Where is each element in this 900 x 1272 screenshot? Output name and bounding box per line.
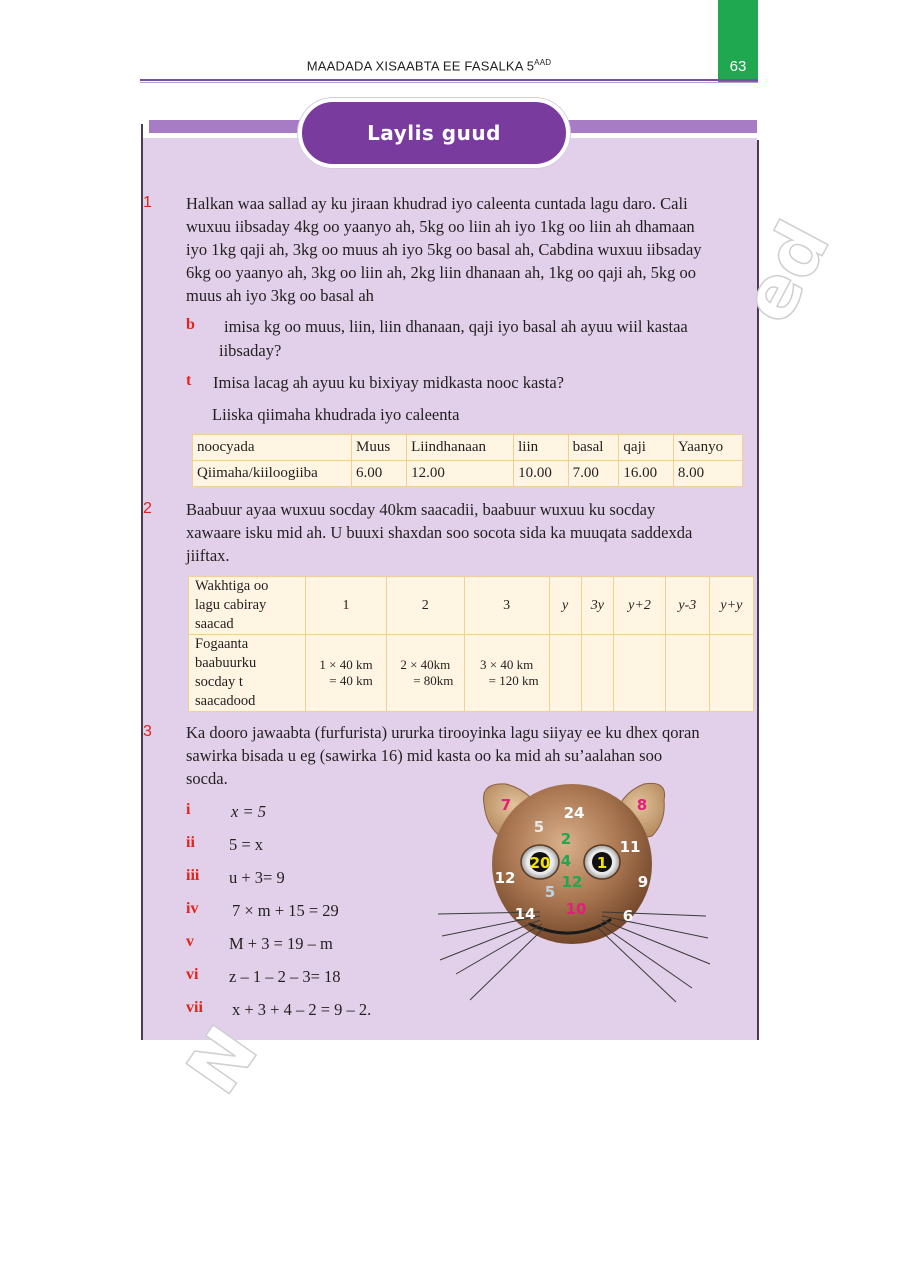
empty-cell [614, 635, 666, 712]
q2-line: xawaare isku mid ah. U buuxi shaxdan soo socota sida ka muuqata saddexda [186, 523, 693, 542]
empty-cell [549, 635, 581, 712]
cell-line: 1 × 40 km [319, 657, 373, 672]
title-band-right [560, 120, 757, 133]
distance-table-distance-row [189, 635, 754, 712]
cat-number: 12 [561, 873, 583, 891]
q1-b-line2: iibsaday? [219, 341, 282, 360]
q3-item-text: M + 3 = 19 – m [229, 934, 333, 953]
title-band-left [149, 120, 309, 133]
cat-number: 2 [560, 830, 572, 848]
q2-line: Baabuur ayaa wuxuu socday 40km saacadii, baabuur wuxuu ku socday [186, 500, 656, 519]
cell-line: = 80km [413, 673, 454, 688]
price-table-row [193, 461, 743, 487]
cell-line: 3 × 40 km [480, 657, 534, 672]
header-line: socday t [195, 674, 243, 690]
cat-number: 1 [596, 854, 608, 872]
table-cell: Yaanyo [673, 435, 742, 461]
table-cell [386, 635, 464, 712]
table-cell: 10.00 [514, 461, 569, 487]
table-cell: 1 [306, 577, 387, 635]
cat-number: 8 [636, 796, 648, 814]
cat-number: 6 [622, 907, 634, 925]
cat-number: 12 [494, 869, 516, 887]
q1-line: iyo 1kg qaji ah, 3kg oo muus ah iyo 5kg oo basal ah, Cabdina wuxuu iibsaday [186, 240, 702, 259]
table-header-cell [189, 577, 306, 635]
header-line: baabuurku [195, 655, 257, 671]
watermark-top: ed [724, 207, 846, 337]
table-cell: basal [568, 435, 619, 461]
empty-cell [581, 635, 613, 712]
q1-t-label: t [186, 372, 192, 389]
q3-item-label: v [186, 933, 194, 950]
table-cell: 16.00 [619, 461, 674, 487]
cat-number: 10 [565, 900, 587, 918]
table-cell: 7.00 [568, 461, 619, 487]
table-cell: qaji [619, 435, 674, 461]
price-list-title: Liiska qiimaha khudrada iyo caleenta [212, 405, 460, 424]
empty-cell [709, 635, 753, 712]
cat-number: 11 [619, 838, 641, 856]
cat-number: 5 [544, 883, 556, 901]
table-cell [306, 635, 387, 712]
table-cell: y+y [709, 577, 753, 635]
q1-line: wuxuu iibsaday 4kg oo yaanyo ah, 5kg oo liin ah iyo 1kg oo liin ah dhamaan [186, 217, 695, 236]
q3-item-text: u + 3= 9 [229, 868, 285, 887]
question-1-text [186, 192, 754, 307]
q1-t-text: Imisa lacag ah ayuu ku bixiyay midkasta nooc kasta? [213, 373, 564, 392]
price-table-header-row [193, 435, 743, 461]
cat-number: 9 [637, 873, 649, 891]
cell-line: = 120 km [488, 673, 539, 688]
page-number: 63 [729, 58, 747, 75]
q3-item-text: 7 × m + 15 = 29 [232, 901, 339, 920]
q3-item-label: ii [186, 834, 195, 851]
cell-line: = 40 km [329, 673, 373, 688]
q3-line: socda. [186, 769, 228, 788]
q1-b-label: b [186, 316, 195, 333]
question-2-text [186, 498, 754, 567]
table-cell [464, 635, 549, 712]
table-cell: 8.00 [673, 461, 742, 487]
q1-line: Halkan waa sallad ay ku jiraan khudrad iyo caleenta cuntada lagu daro. Cali [186, 194, 688, 213]
table-cell: y [549, 577, 581, 635]
table-header-cell [189, 635, 306, 712]
q3-item-label: vi [186, 966, 199, 983]
cat-face-illustration [432, 778, 714, 1004]
table-cell: Liindhanaan [407, 435, 514, 461]
table-cell: Qiimaha/kiiloogiiba [193, 461, 352, 487]
q3-line: Ka dooro jawaabta (furfurista) ururka tirooyinka lagu siiyay ee ku dhex qoran [186, 723, 700, 742]
question-2-number: 2 [143, 500, 152, 517]
q3-item-text: z – 1 – 2 – 3= 18 [229, 967, 341, 986]
q1-line: muus ah iyo 3kg oo basal ah [186, 286, 374, 305]
q3-item-text: 5 = x [229, 835, 264, 854]
cat-number: 4 [560, 852, 572, 870]
empty-cell [665, 635, 709, 712]
table-cell: y-3 [665, 577, 709, 635]
table-cell: 6.00 [352, 461, 407, 487]
q3-item-text: x + 3 + 4 – 2 = 9 – 2. [232, 1000, 372, 1019]
cat-number: 24 [563, 804, 585, 822]
q1-b-line1: imisa kg oo muus, liin, liin dhanaan, qaji iyo basal ah ayuu wiil kastaa [224, 317, 688, 336]
q3-item-label: i [186, 801, 191, 818]
header-line: saacadood [195, 693, 256, 709]
distance-table [188, 576, 754, 712]
running-header-title: MAADADA XISAABTA EE FASALKA 5 [306, 58, 535, 74]
q3-item-label: iv [186, 900, 199, 917]
header-rule [140, 79, 758, 81]
header-rule-thin [140, 82, 758, 83]
watermark-bottom: N [170, 1011, 274, 1109]
price-table [192, 434, 743, 487]
cat-number: 5 [533, 818, 545, 836]
question-1-number: 1 [143, 194, 152, 211]
header-line: Wakhtiga oo [195, 578, 269, 594]
q3-item-label: vii [186, 999, 203, 1016]
panel-left-border [141, 124, 143, 1040]
section-title: Laylis guud [298, 98, 570, 168]
table-cell: 3y [581, 577, 613, 635]
table-cell: noocyada [193, 435, 352, 461]
table-cell: 12.00 [407, 461, 514, 487]
q1-line: 6kg oo yaanyo ah, 3kg oo liin ah, 2kg liin dhanaan ah, 1kg oo qaji ah, 5kg oo [186, 263, 697, 282]
header-line: Fogaanta [195, 636, 249, 652]
table-cell: Muus [352, 435, 407, 461]
q2-line: jiiftax. [186, 546, 230, 565]
distance-table-time-row [189, 577, 754, 635]
table-cell: liin [514, 435, 569, 461]
cell-line: 2 × 40km [400, 657, 451, 672]
running-header-sup: AAD [534, 58, 552, 67]
header-line: lagu cabiray [195, 597, 267, 613]
table-cell: 3 [464, 577, 549, 635]
q3-line: sawirka bisada u eg (sawirka 16) mid kasta oo ka mid ah su’aalahan soo [186, 746, 663, 765]
q3-item-label: iii [186, 867, 200, 884]
question-3-number: 3 [143, 723, 152, 740]
cat-number: 14 [514, 905, 536, 923]
table-cell: 2 [386, 577, 464, 635]
header-line: saacad [195, 616, 234, 632]
cat-number: 20 [529, 854, 551, 872]
running-header [140, 58, 718, 73]
cat-number: 7 [500, 796, 512, 814]
q3-item-text: x = 5 [231, 802, 266, 821]
table-cell: y+2 [614, 577, 666, 635]
